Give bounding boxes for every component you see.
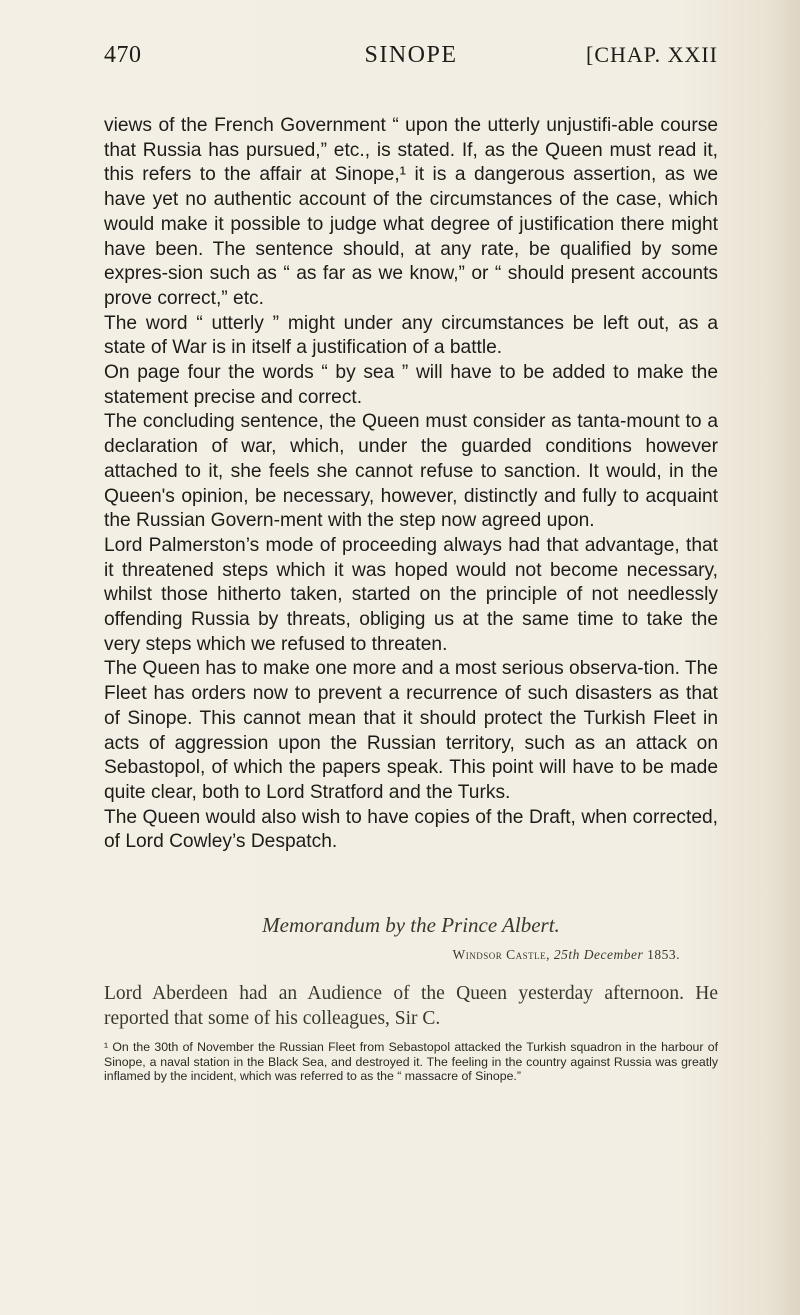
memorandum-paragraph: Lord Aberdeen had an Audience of the Queen yesterday afternoon. He reported that some of his colleagues, Sir C. bbox=[104, 983, 718, 1029]
dateline-year: 1853. bbox=[647, 947, 680, 962]
paragraph: The Queen would also wish to have copies of the Draft, when corrected, of Lord Cowley’s Despatch. bbox=[104, 806, 718, 853]
memorandum-title: Memorandum by the Prince Albert. bbox=[262, 913, 560, 937]
paragraph: views of the French Government “ upon the utterly unjustifi-able course that Russia has pursued,” etc., is stated. If, as the Queen must read it, this refers to the affair at Sinope,¹ it is a dangerous assertion, as we have yet no authentic account of the circumstances of the case, which would make it possible to judge what degree of justification there might have been. The sentence should, at any rate, be qualified by some expres-sion such as “ as far as we know,” or “ should present accounts prove correct,” etc. bbox=[104, 115, 718, 309]
dateline-place: Windsor Castle, bbox=[452, 947, 551, 962]
footnote bbox=[104, 1040, 718, 1084]
running-head bbox=[104, 42, 718, 78]
footnote-text: ¹ On the 30th of November the Russian Fleet from Sebastopol attacked the Turkish squadron in the harbour of Sinope, a naval station in the Black Sea, and destroyed it. The feeling in the country against Russia was greatly inflamed by the incident, which was referred to as the “ massacre of Sinope.” bbox=[104, 1040, 718, 1083]
memorandum-text bbox=[104, 981, 718, 1031]
page-number: 470 bbox=[104, 42, 142, 68]
body-text bbox=[104, 114, 718, 855]
dateline-date: 25th December bbox=[553, 947, 644, 962]
paragraph: The concluding sentence, the Queen must consider as tanta-mount to a declaration of war, which, under the guarded conditions however attached to it, she feels she cannot refuse to sanction. It would, in the Queen's opinion, be necessary, however, distinctly and fully to acquaint the Russian Govern-ment with the step now agreed upon. bbox=[104, 411, 718, 532]
chapter-label: [CHAP. XXII bbox=[586, 42, 718, 67]
paragraph: On page four the words “ by sea ” will have to be added to make the statement precise and correct. bbox=[104, 362, 718, 408]
page-title: SINOPE bbox=[364, 42, 458, 68]
memorandum-dateline bbox=[104, 947, 718, 963]
paragraph: Lord Palmerston’s mode of proceeding always had that advantage, that it threatened steps which it was hoped would not become necessary, whilst those hitherto taken, started on the principle of not needlessly offending Russia by threats, obliging us at the same time to take the very steps which we refused to threaten. bbox=[104, 534, 718, 655]
paragraph: The Queen has to make one more and a most serious observa-tion. The Fleet has orders now to prevent a recurrence of such disasters as that of Sinope. This cannot mean that it should protect the Turkish Fleet in acts of aggression upon the Russian territory, such as an attack on Sebastopol, of which the papers speak. This point will have to be made quite clear, both to Lord Stratford and the Turks. bbox=[104, 658, 718, 803]
paragraph: The word “ utterly ” might under any circumstances be left out, as a state of War is in itself a justification of a battle. bbox=[104, 312, 718, 359]
